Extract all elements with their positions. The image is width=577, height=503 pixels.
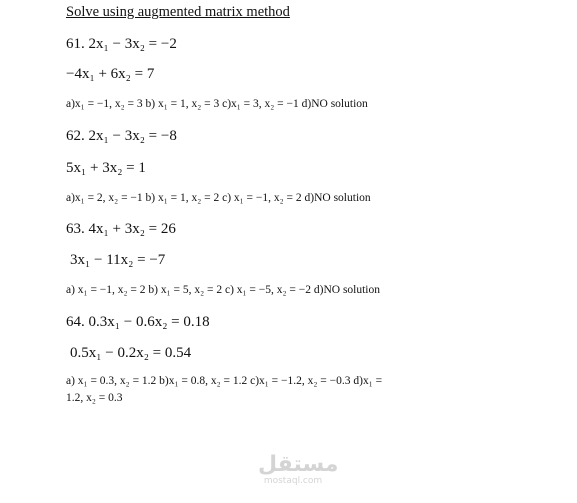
question-64-equation-2: 0.5x₁ − 0.2x₂ = 0.54 <box>70 345 192 361</box>
question-61-equation-2: −4x₁ + 6x₂ = 7 <box>66 66 155 82</box>
question-62-options: a)x₁ = 2, x₂ = −1 b) x₁ = 1, x₂ = 2 c) x₁ = −1, x₂ = 2 d)NO solution <box>66 192 371 204</box>
question-62-equation-1: 62. 2x₁ − 3x₂ = −8 <box>66 128 177 144</box>
watermark-arabic-text: مستقل <box>258 452 339 477</box>
watermark-logo <box>258 452 339 486</box>
question-61-equation-1: 61. 2x₁ − 3x₂ = −2 <box>66 36 177 52</box>
page-title: Solve using augmented matrix method <box>66 4 290 20</box>
question-63-options: a) x₁ = −1, x₂ = 2 b) x₁ = 5, x₂ = 2 c) x₁ = −5, x₂ = −2 d)NO solution <box>66 284 380 296</box>
question-63-equation-2: 3x₁ − 11x₂ = −7 <box>70 252 166 268</box>
question-62-equation-2: 5x₁ + 3x₂ = 1 <box>66 160 146 176</box>
question-61-options: a)x₁ = −1, x₂ = 3 b) x₁ = 1, x₂ = 3 c)x₁ = 3, x₂ = −1 d)NO solution <box>66 98 368 110</box>
question-64-options-continued: 1.2, x₂ = 0.3 <box>66 392 123 404</box>
question-63-equation-1: 63. 4x₁ + 3x₂ = 26 <box>66 221 176 237</box>
question-64-equation-1: 64. 0.3x₁ − 0.6x₂ = 0.18 <box>66 314 210 330</box>
watermark-latin-text: mostaql.com <box>263 476 323 486</box>
question-64-options: a) x₁ = 0.3, x₂ = 1.2 b)x₁ = 0.8, x₂ = 1.2 c)x₁ = −1.2, x₂ = −0.3 d)x₁ = <box>66 375 383 387</box>
